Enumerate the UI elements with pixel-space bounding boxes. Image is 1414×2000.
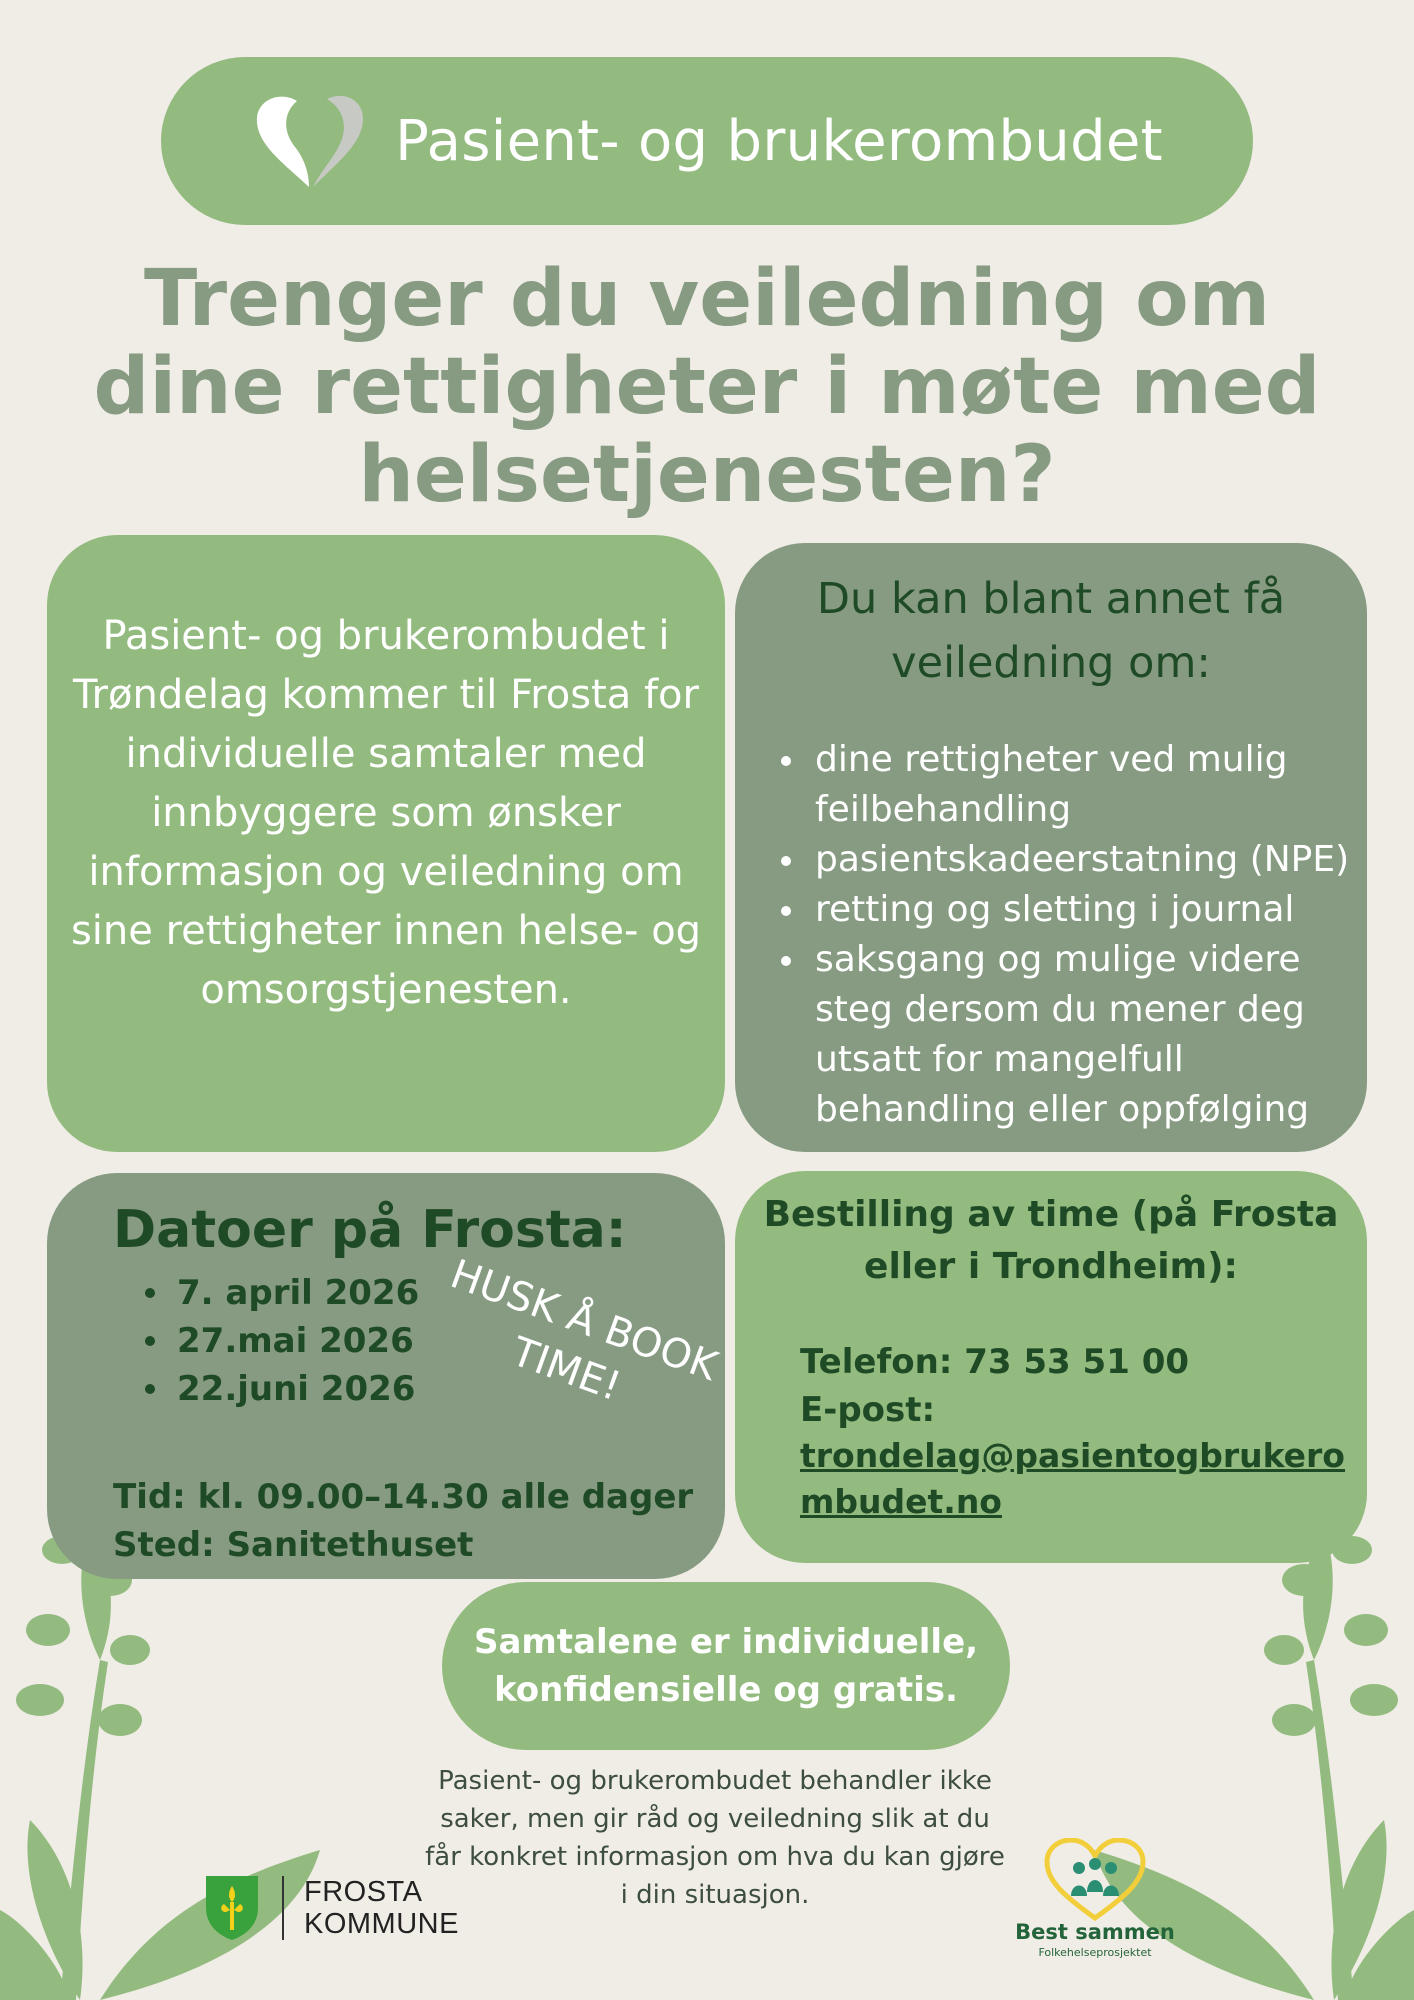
kommune-name-line2: KOMMUNE — [304, 1908, 459, 1940]
header-title: Pasient- og brukerombudet — [395, 108, 1163, 174]
dates-list — [177, 1269, 419, 1413]
guidance-box — [735, 543, 1367, 1152]
list-item: pasientskadeerstatning (NPE) — [815, 835, 1367, 885]
header-banner — [161, 57, 1253, 225]
kommune-name-line1: FROSTA — [304, 1876, 423, 1908]
email-label: E-post: — [800, 1390, 936, 1430]
place-info: Sted: Sanitethuset — [113, 1525, 474, 1565]
heart-logo-icon — [251, 91, 371, 191]
main-heading: Trenger du veiledning om dine rettigheter i møte med helsetjenesten? — [93, 254, 1321, 520]
frosta-kommune-logo — [204, 1872, 474, 1944]
confidential-banner — [442, 1582, 1010, 1750]
list-item: retting og sletting i journal — [815, 885, 1367, 935]
intro-text: Pasient- og brukerombudet i Trøndelag kommer til Frosta for individuelle samtaler med innbyggere som ønsker informasjon og veiledning om sine rettigheter innen helse- og omsorgstjenesten. — [70, 613, 702, 1013]
logo-divider — [282, 1876, 284, 1940]
coat-of-arms-icon — [204, 1874, 260, 1942]
kommune-name — [304, 1876, 459, 1940]
confidential-text: Samtalene er individuelle, konfidensielle og gratis. — [473, 1622, 979, 1710]
guidance-heading: Du kan blant annet få veiledning om: — [816, 574, 1286, 688]
list-item: 27.mai 2026 — [177, 1317, 419, 1365]
best-sammen-logo — [1010, 1838, 1180, 1958]
dates-heading: Datoer på Frosta: — [113, 1200, 627, 1260]
booking-reminder: HUSK Å BOOK TIME! — [444, 1251, 724, 1411]
booking-box — [735, 1171, 1367, 1563]
list-item: dine rettigheter ved mulig feilbehandling — [815, 735, 1367, 835]
time-info: Tid: kl. 09.00–14.30 alle dager — [113, 1477, 694, 1517]
intro-box — [47, 535, 725, 1152]
guidance-list — [735, 735, 1367, 1135]
heart-people-icon — [1043, 1838, 1147, 1922]
email-link[interactable]: trondelag@pasientogbrukerombudet.no — [800, 1436, 1345, 1521]
phone-number: Telefon: 73 53 51 00 — [800, 1342, 1190, 1382]
list-item: 7. april 2026 — [177, 1269, 419, 1317]
booking-heading: Bestilling av time (på Frosta eller i Trondheim): — [763, 1194, 1339, 1287]
best-sammen-name: Best sammen — [1015, 1920, 1175, 1944]
list-item: saksgang og mulige videre steg dersom du mener deg utsatt for mangelfull behandling eller oppfølging — [815, 935, 1367, 1135]
best-sammen-subtitle: Folkehelseprosjektet — [1038, 1946, 1152, 1959]
footer-note: Pasient- og brukerombudet behandler ikke saker, men gir råd og veiledning slik at du får konkret informasjon om hva du kan gjøre i din situasjon. — [425, 1766, 1005, 1910]
dates-box — [47, 1173, 725, 1579]
list-item: 22.juni 2026 — [177, 1365, 419, 1413]
